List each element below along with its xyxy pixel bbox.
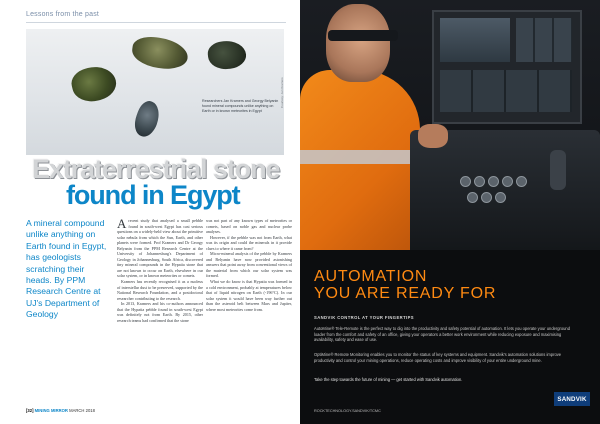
body-column-1 [117,218,203,323]
section-divider [26,22,286,23]
console-button [502,176,513,187]
page-folio: [32] MINING MIRROR MARCH 2018 [26,408,95,413]
page-number: 32 [27,408,33,413]
console-button [488,176,499,187]
operator-photo [300,0,600,250]
ad-call-to-action: Take the step towards the future of mining — get started with Sandvik automation. [314,377,463,382]
photo-caption: Researchers Jan Kramers and Georgy Belyanin found mineral compounds unlike anything on Earth or in known meteorites in Egypt [202,99,279,113]
meteorite-photo [26,29,284,155]
console-button [481,192,492,203]
ad-headline-line-1: AUTOMATION [314,268,428,285]
stone-fragment [69,62,120,106]
photo-credit: Courtesy: Jan Kramers [280,77,284,108]
reflective-stripe [300,150,420,164]
headline-line-1: Extraterrestrial stone [32,154,280,184]
drop-cap: A [117,216,127,231]
camera-strip [440,70,572,112]
operator-hand [418,124,448,148]
advert-page [300,0,600,424]
body-paragraph: Arecent study that analysed a small pebble found in south-west Egypt has cast serious questions on a widely-held view about the primitive solar nebula from which the Sun, Earth, and other planets were formed. Prof Kramers and Dr Georgy Belyanin from the PPM Research Centre at the University of Johannesburg's Department of Geology in Johannesburg, South Africa, discovered tiny mineral compounds in the Hypatia stone that are not known to occur on Earth, elsewhere in our solar system, or in known meteorites or comets. [117,216,203,279]
ad-subheading: SANDVIK CONTROL AT YOUR FINGERTIPS [314,315,414,320]
ad-headline-line-2: YOU ARE READY FOR [314,285,497,302]
joystick [550,150,566,190]
body-paragraph: Kramers has recently recognised it as a nucleus of interstellar dust to be preserved, supported by the National Research Foundation, and a postdoctoral researcher contributing to the research. [117,279,203,301]
standfirst: A mineral compound unlike anything on Earth found in Egypt, has geologists scratching their heads. By PPM Research Centre at UJ's Department of Geology [26,218,107,320]
body-paragraph: However, if the pebble was not from Earth, what was its origin and could the minerals in it provide clues to where it came from? [206,234,292,251]
ad-website-link[interactable]: ROCKTECHNOLOGY.SANDVIK/TCMC [314,409,381,413]
stone-fragment [131,98,164,139]
issue-date: MARCH 2018 [69,408,95,413]
body-paragraph: was not part of any known types of meteorites or comets, based on noble gas and nuclear probe analyses. [206,218,292,235]
console-button [474,176,485,187]
section-label: Lessons from the past [26,11,100,18]
headline-line-2: found in Egypt [66,180,240,210]
sandvik-logo: SANDVIK [554,392,590,406]
publication-name: MINING MIRROR [34,408,68,413]
stone-fragment [207,39,248,71]
control-console [410,130,600,250]
console-button [495,192,506,203]
operator-head [326,4,390,82]
body-paragraph: What we do know is that Hypatia was formed in a cold environment, probably at temperatures below that of liquid nitrogen on Earth (-196°C). In our solar system it would have been way further out than the asteroid belt between Mars and Jupiter, where most meteorites come from. [206,279,292,312]
console-button [460,176,471,187]
body-column-2 [206,218,292,312]
camera-thumbnails [516,18,572,62]
console-button [467,192,478,203]
ad-body-copy: AutoMine® Tele-Remote is the perfect way to dig into the productivity and safety potential of automation. It lets you operate your underground loader from the comfort and safety of an office, giving your operators a better work environment while reducing exposure and maximising availability, safety and ease of use. [314,326,570,343]
ad-body-copy: OptiMine® Remote Monitoring enables you to monitor the status of key systems and equipment. Sandvik's automation solutions improve productivity and control your mining operations, reduce operating costs and improve visibility of your entire underground mine. [314,352,562,363]
body-paragraph: Micro-mineral analysis of the pebble by Kramers and Belyanin have now provided astonishing answers that point away from conventional views of the material from which our solar system was formed. [206,251,292,279]
stone-fragment [130,34,190,72]
body-paragraph: In 2013, Kramers and his co-authors announced that the Hypatia pebble found in south-west Egypt was definitely not from Earth. By 2015, other research teams had confirmed that the stone [117,301,203,323]
camera-feed-screen [440,18,510,62]
safety-glasses [328,30,398,41]
console-button [516,176,527,187]
